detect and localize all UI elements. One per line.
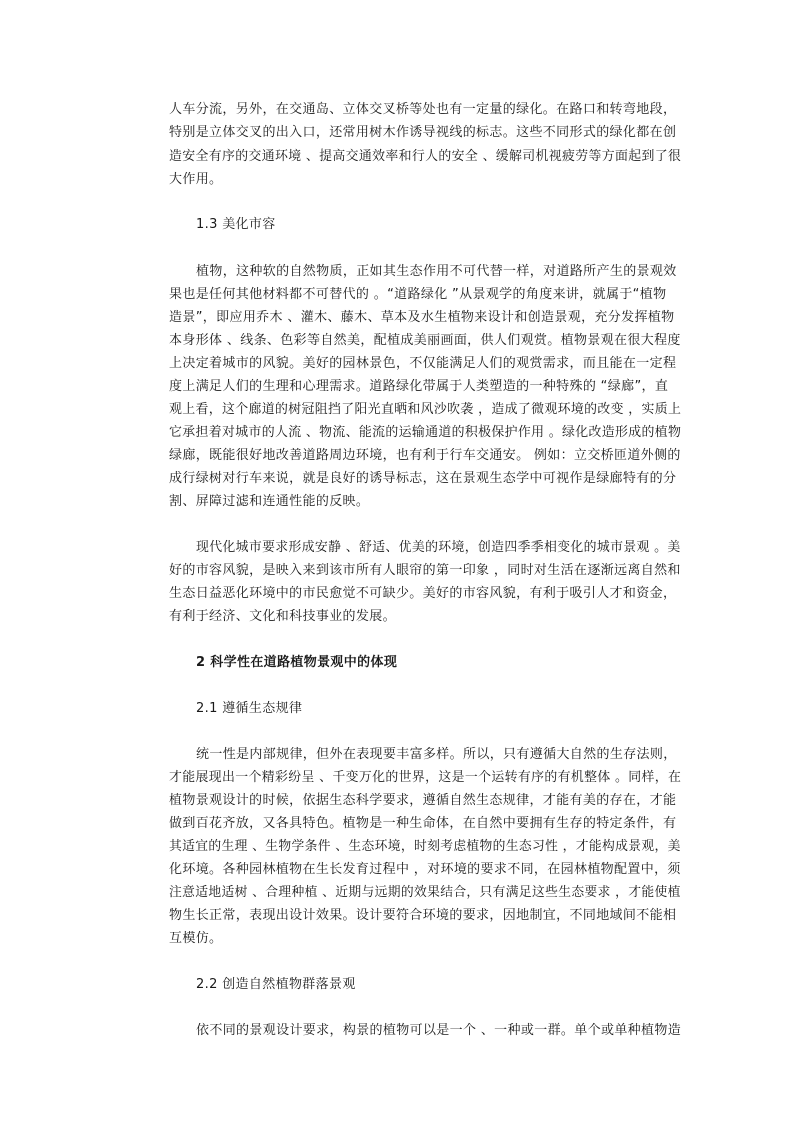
text-line: 生态日益恶化环境中的市民愈觉不可缺少。美好的市容风貌，有利于吸引人才和资金， bbox=[169, 586, 677, 601]
chapter-heading: 2 科学性在道路植物景观中的体现 bbox=[196, 655, 398, 670]
text-line: 植物，这种软的自然物质，正如其生态作用不可代替一样，对道路所产生的景观效 bbox=[196, 264, 677, 279]
text-line: 人车分流，另外，在交通岛、立体交叉桥等处也有一定量的绿化。在路口和转弯地段， bbox=[169, 102, 677, 117]
text-line: 割、屏障过滤和连通性能的反映。 bbox=[169, 494, 370, 509]
text-line: 物生长正常，表现出设计效果。设计要符合环境的要求，因地制宜，不同地域间不能相 bbox=[169, 908, 677, 923]
section-heading: 1.3 美化市容 bbox=[196, 217, 276, 232]
section-heading: 2.1 遵循生态规律 bbox=[196, 701, 303, 716]
text-line: 做到百花齐放，又各具特色。植物是一种生命体，在自然中要拥有生存的特定条件，有 bbox=[169, 816, 677, 831]
text-line: 特别是立体交叉的出入口，还常用树木作诱导视线的标志。这些不同形式的绿化都在创 bbox=[169, 125, 677, 140]
text-line: 依不同的景观设计要求，构景的植物可以是一个 、一种或一群。单个或单种植物造 bbox=[196, 1023, 682, 1038]
text-line: 大作用。 bbox=[169, 172, 223, 187]
text-line: 成行绿树对行车来说，就是良好的诱导标志，这在景观生态学中可视作是绿廊特有的分 bbox=[169, 471, 677, 486]
text-line: 化环境。各种园林植物在生长发育过程中 ，对环境的要求不同，在园林植物配置中，须 bbox=[169, 862, 681, 877]
text-line: 度上满足人们的生理和心理需求。道路绿化带属于人类塑造的一种特殊的 “绿廊”，直 bbox=[169, 379, 669, 394]
text-line: 观上看，这个廊道的树冠阻挡了阳光直晒和风沙吹袭 ，造成了微观环境的改变 ，实质上 bbox=[169, 402, 682, 417]
text-line: 果也是任何其他材料都不可替代的 。“道路绿化 ”从景观学的角度来讲，就属于“植物 bbox=[169, 287, 667, 302]
text-line: 绿廊，既能很好地改善道路周边环境，也有利于行车交通安。 例如：立交桥匝道外侧的 bbox=[169, 448, 681, 463]
text-line: 其适宜的生理 、生物学条件 、生态环境，时刻考虑植物的生态习性 ，才能构成景观，美 bbox=[169, 839, 681, 854]
text-line: 统一性是内部规律，但外在表现要丰富多样。所以，只有遵循大自然的生存法则， bbox=[196, 747, 677, 762]
text-line: 现代化城市要求形成安静 、舒适、优美的环境，创造四季季相变化的城市景观 。美 bbox=[196, 540, 681, 555]
text-line: 造安全有序的交通环境 、提高交通效率和行人的安全 、缓解司机视疲劳等方面起到了很 bbox=[169, 149, 682, 164]
section-heading: 2.2 创造自然植物群落景观 bbox=[196, 977, 356, 992]
text-line: 互模仿。 bbox=[169, 931, 223, 946]
text-line: 本身形体 、线条、色彩等自然美，配植成美丽画面，供人们观赏。植物景观在很大程度 bbox=[169, 333, 681, 348]
text-line: 上决定着城市的风貌。美好的园林景色，不仅能满足人们的观赏需求，而且能在一定程 bbox=[169, 356, 677, 371]
text-line: 才能展现出一个精彩纷呈 、千变万化的世界，这是一个运转有序的有机整体 。同样，在 bbox=[169, 770, 682, 785]
text-line: 它承担着对城市的人流 、物流、能流的运输通道的积极保护作用 。绿化改造形成的植物 bbox=[169, 425, 682, 440]
text-line: 注意适地适树 、合理种植 、近期与远期的效果结合，只有满足这些生态要求 ，才能使植 bbox=[169, 885, 681, 900]
text-line: 造景”，即应用乔木 、灌木、藤木、草本及水生植物来设计和创造景观，充分发挥植物 bbox=[169, 310, 675, 325]
text-line: 植物景观设计的时候，依据生态科学要求，遵循自然生态规律，才能有美的存在，才能 bbox=[169, 793, 677, 808]
text-line: 有利于经济、文化和科技事业的发展。 bbox=[169, 609, 396, 624]
text-line: 好的市容风貌，是映入来到该市所有人眼帘的第一印象 ，同时对生活在逐渐远离自然和 bbox=[169, 563, 681, 578]
